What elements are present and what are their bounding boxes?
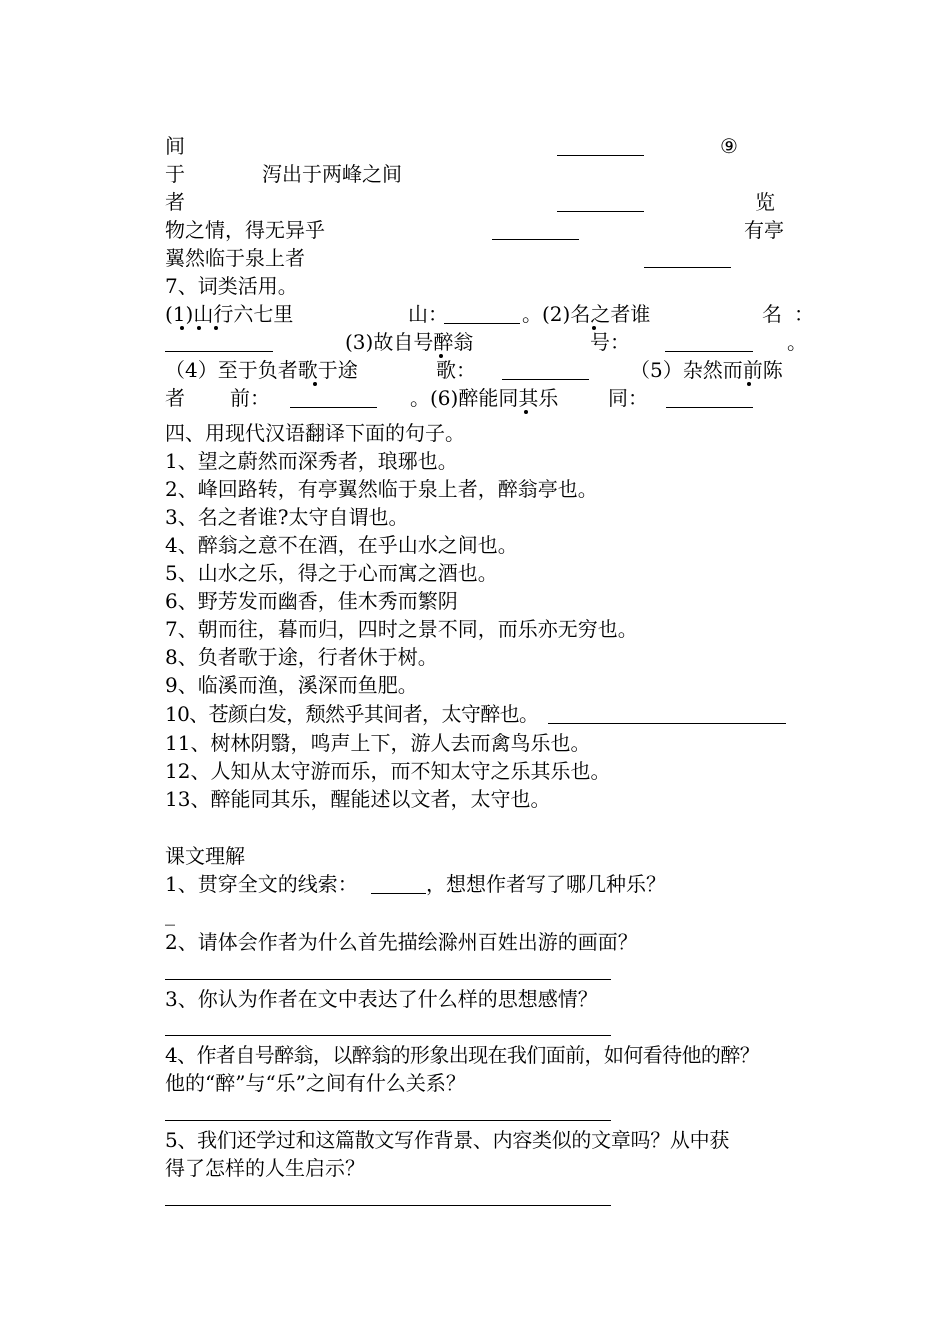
question-4-line-2: 他的“醉”与“乐”之间有什么关系？	[165, 1071, 466, 1095]
comprehension-title: 课文理解	[165, 844, 245, 868]
answer-line-q2[interactable]	[165, 979, 611, 980]
blank-item-5[interactable]	[290, 407, 377, 408]
blank-item-1[interactable]	[444, 323, 520, 324]
item-4-phrase: （4）至于负者歌于途	[165, 358, 358, 382]
item-3-word: 号：	[590, 330, 630, 354]
blank-item-6[interactable]	[666, 407, 753, 408]
answer-line-q5[interactable]	[165, 1205, 611, 1206]
blank-item-3[interactable]	[665, 351, 753, 352]
line-2-phrase: 泻出于两峰之间	[262, 162, 402, 186]
question-1-b: ，想想作者写了哪几种乐？	[426, 872, 666, 896]
blank-item-2[interactable]	[165, 351, 273, 352]
item-2-word: 名：	[762, 302, 826, 326]
blank-line-3[interactable]	[557, 211, 644, 212]
answer-line-q3[interactable]	[165, 1035, 611, 1036]
line-2-text: 于	[165, 162, 185, 186]
line-3-end: 览	[755, 190, 775, 214]
translate-item: 12、人知从太守游而乐，而不知太守之乐其乐也。	[165, 759, 611, 783]
translate-item: 13、醉能同其乐，醒能述以文者，太守也。	[165, 787, 551, 811]
translate-item: 9、临溪而渔，溪深而鱼肥。	[165, 673, 418, 697]
question-4-line-1: 4、作者自号醉翁，以醉翁的形象出现在我们面前，如何看待他的醉？	[165, 1043, 760, 1067]
stray-underscore: _	[165, 902, 175, 926]
emphasis-dot	[180, 326, 184, 330]
item-5-tail: 者	[165, 386, 185, 410]
translate-item: 7、朝而往，暮而归，四时之景不同，而乐亦无穷也。	[165, 617, 638, 641]
answer-line-10[interactable]	[548, 723, 786, 724]
item-1-phrase: (1)山行六七里	[165, 302, 294, 326]
emphasis-dot	[747, 382, 751, 386]
question-1-a: 1、贯穿全文的线索：	[165, 872, 358, 896]
question-2: 2、请体会作者为什么首先描绘滁州百姓出游的画面？	[165, 930, 638, 954]
blank-line-4[interactable]	[492, 239, 579, 240]
emphasis-dot	[214, 326, 218, 330]
question-5-line-2: 得了怎样的人生启示？	[165, 1156, 365, 1180]
translate-item: 10、苍颜白发，颓然乎其间者，太守醉也。	[165, 702, 539, 726]
answer-line-q4[interactable]	[165, 1120, 611, 1121]
translate-item: 2、峰回路转，有亭翼然临于泉上者，醉翁亭也。	[165, 477, 598, 501]
item-6-word: 同：	[608, 386, 648, 410]
blank-item-4[interactable]	[502, 379, 589, 380]
translate-item: 3、名之者谁?太守自谓也。	[165, 505, 409, 529]
line-3-text: 者	[165, 190, 185, 214]
line-1-text: 间	[165, 134, 185, 158]
blank-line-5[interactable]	[644, 267, 731, 268]
section-4-title: 四、用现代汉语翻译下面的句子。	[165, 421, 465, 445]
section-7-title: 7、词类活用。	[165, 274, 298, 298]
emphasis-dot	[313, 382, 317, 386]
item-5-phrase: （5）杂然而前陈	[630, 358, 783, 382]
question-5-line-1: 5、我们还学过和这篇散文写作背景、内容类似的文章吗？从中获	[165, 1128, 730, 1152]
item-3-phrase: (3)故自号醉翁	[345, 330, 474, 354]
translate-item: 8、负者歌于途，行者休于树。	[165, 645, 438, 669]
translate-item: 11、树林阴翳，鸣声上下，游人去而禽鸟乐也。	[165, 731, 591, 755]
translate-item: 4、醉翁之意不在酒，在乎山水之间也。	[165, 533, 518, 557]
emphasis-dot	[524, 410, 528, 414]
emphasis-dot	[197, 326, 201, 330]
item-6-phrase: 。(6)醉能同其乐	[410, 386, 559, 410]
translate-item: 6、野芳发而幽香，佳木秀而繁阴	[165, 589, 458, 613]
item-3-end: 。	[787, 330, 807, 354]
item-1-end: 。(2)名之者谁	[522, 302, 651, 326]
circled-number-9: ⑨	[720, 134, 738, 158]
translate-item: 1、望之蔚然而深秀者，琅琊也。	[165, 449, 458, 473]
line-5-text: 翼然临于泉上者	[165, 246, 305, 270]
blank-line-1[interactable]	[557, 155, 644, 156]
answer-blank-q1[interactable]	[371, 893, 426, 894]
translate-item: 5、山水之乐，得之于心而寓之酒也。	[165, 561, 498, 585]
item-1-word: 山：	[408, 302, 448, 326]
question-3: 3、你认为作者在文中表达了什么样的思想感情？	[165, 987, 598, 1011]
item-4-word: 歌：	[436, 358, 476, 382]
item-5-word: 前：	[230, 386, 270, 410]
line-4-text: 物之情，得无异乎	[165, 218, 325, 242]
line-4-end: 有亭	[744, 218, 784, 242]
